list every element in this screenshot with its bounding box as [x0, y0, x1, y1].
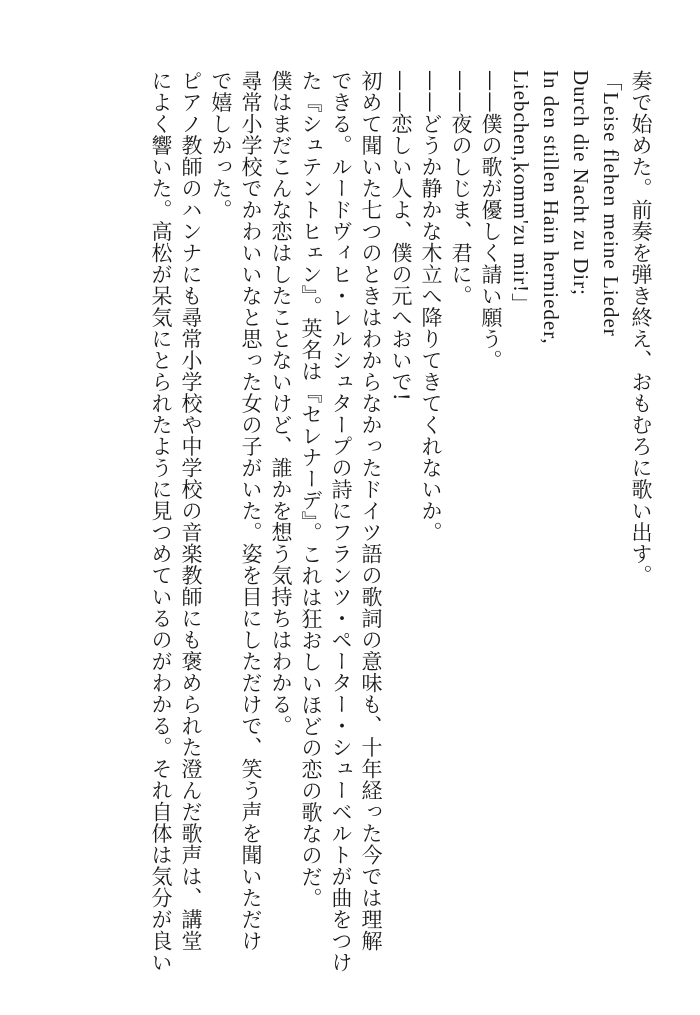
text-line-2: 初めて聞いた七つのときはわからなかったドイツ語の歌詞の意味も、十年経った今では理解: [359, 70, 383, 952]
translation-line-4: ——恋しい人よ、僕の元へおいで!: [389, 70, 413, 402]
vertical-text-column: [146, 70, 656, 973]
lyric-line-2: Durch die Nacht zu Dir;: [569, 70, 593, 296]
lyric-line-4: Liebchen,komm'zu mir!」: [509, 70, 533, 316]
translation-line-3: ——どうか静かな木立へ降りてきてくれないか。: [419, 70, 443, 543]
lyric-line-1: 「Leise flehen meine Lieder: [599, 70, 623, 337]
translation-line-2: ——夜のしじま、君に。: [449, 70, 473, 307]
text-line-7: で嬉しかった。: [209, 70, 233, 221]
text-line-5: 僕はまだこんな恋はしたことないけど、誰かを想う気持ちはわかる。: [269, 70, 293, 737]
text-line-3: できる。ルードヴィヒ・レルシュタープの詩にフランツ・ペーター・シューベルトが曲をつけ: [329, 70, 353, 973]
text-line-1: 奏で始めた。前奏を弾き終え、おもむろに歌い出す。: [629, 70, 653, 586]
lyric-line-3: In den stillen Hain hernieder,: [539, 70, 563, 345]
text-line-9: によく響いた。高松が呆気にとられたように見つめているのがわかる。それ自体は気分が良い: [149, 70, 173, 973]
text-line-8: ピアノ教師のハンナにも尋常小学校や中学校の音楽教師にも褒められた澄んだ歌声は、講堂: [179, 70, 203, 952]
text-line-4: た『シュテントヒェン』。英名は『セレナーデ』。これは狂おしいほどの恋の歌なのだ。: [299, 70, 323, 909]
text-line-6: 尋常小学校でかわいいなと思った女の子がいた。姿を目にしただけで、笑う声を聞いただけ: [239, 70, 263, 952]
translation-line-1: ——僕の歌が優しく請い願う。: [479, 70, 503, 371]
